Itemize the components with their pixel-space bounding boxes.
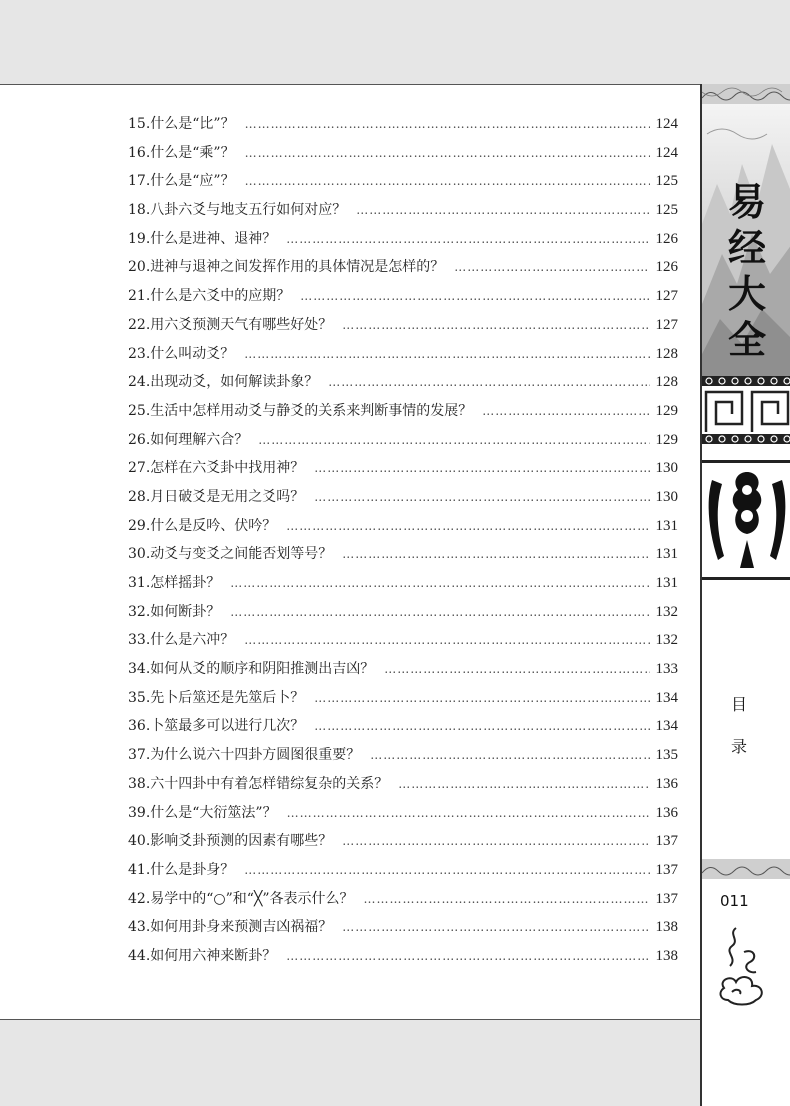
toc-entry-title: 35.先卜后筮还是先筮后卜？ bbox=[128, 689, 305, 706]
toc-entry-title: 32.如何断卦？ bbox=[128, 603, 221, 620]
toc-entry-page: 126 bbox=[655, 230, 678, 247]
toc-entry[interactable] bbox=[128, 199, 678, 228]
section-label bbox=[724, 684, 754, 768]
dot-leader bbox=[300, 289, 649, 303]
toc-entry[interactable] bbox=[128, 142, 678, 171]
toc-entry-title: 40.影响爻卦预测的因素有哪些？ bbox=[128, 833, 333, 850]
toc-entry-title: 19.什么是进神、退神？ bbox=[128, 230, 277, 247]
toc-entry-title: 23.什么叫动爻？ bbox=[128, 345, 235, 362]
book-title-char: 全 bbox=[727, 317, 766, 362]
dot-leader bbox=[287, 806, 650, 820]
dot-leader bbox=[245, 146, 650, 160]
dot-leader bbox=[245, 117, 650, 131]
toc-entry-title: 27.怎样在六爻卦中找用神？ bbox=[128, 460, 305, 477]
dot-leader bbox=[230, 605, 649, 619]
toc-entry-title: 44.如何用六神来断卦？ bbox=[128, 947, 277, 964]
toc-entry-title: 31.怎样摇卦？ bbox=[128, 575, 221, 591]
mountain-landscape-illustration bbox=[702, 104, 790, 376]
toc-entry-page: 137 bbox=[655, 890, 678, 907]
toc-entry-page: 124 bbox=[655, 144, 678, 161]
dot-leader bbox=[342, 920, 649, 934]
bronze-ornament-motif bbox=[702, 460, 790, 580]
dot-leader bbox=[482, 404, 649, 418]
toc-entry[interactable] bbox=[128, 457, 678, 486]
section-label-char: 录 bbox=[730, 737, 747, 756]
section-label-char: 目 bbox=[730, 695, 747, 714]
toc-entry-title: 28.月日破爻是无用之爻吗？ bbox=[128, 488, 305, 505]
bottom-margin bbox=[0, 1020, 700, 1106]
toc-entry-title: 34.如何从爻的顺序和阴阳推测出吉凶？ bbox=[128, 661, 375, 678]
toc-entry-title: 26.如何理解六合？ bbox=[128, 431, 249, 448]
toc-entry-title: 22.用六爻预测天气有哪些好处？ bbox=[128, 316, 333, 333]
toc-entry[interactable] bbox=[128, 113, 678, 142]
toc-entry-page: 136 bbox=[655, 804, 678, 821]
dot-leader bbox=[286, 519, 649, 533]
dot-leader bbox=[364, 892, 650, 906]
toc-entry[interactable] bbox=[128, 773, 678, 802]
dot-leader bbox=[314, 719, 649, 733]
toc-entry[interactable] bbox=[128, 601, 678, 630]
toc-entry-title: 37.为什么说六十四卦方圆图很重要？ bbox=[128, 747, 361, 764]
dot-leader bbox=[230, 576, 649, 590]
side-decoration-column bbox=[700, 84, 790, 1106]
toc-entry[interactable] bbox=[128, 715, 678, 744]
dot-leader bbox=[356, 203, 649, 217]
toc-entry-page: 138 bbox=[655, 919, 678, 936]
toc-entry-page: 134 bbox=[655, 718, 678, 735]
toc-entry-page: 137 bbox=[655, 861, 678, 878]
toc-entry-title: 20.进神与退神之间发挥作用的具体情况是怎样的？ bbox=[128, 259, 445, 276]
toc-entry[interactable] bbox=[128, 687, 678, 716]
dot-leader bbox=[370, 748, 649, 762]
book-title-char: 易 bbox=[727, 179, 766, 224]
toc-entry-title: 25.生活中怎样用动爻与静爻的关系来判断事情的发展？ bbox=[128, 402, 473, 419]
dot-leader bbox=[328, 375, 649, 389]
dot-leader bbox=[286, 949, 649, 963]
toc-entry-page: 131 bbox=[655, 517, 678, 534]
toc-entry-page: 135 bbox=[655, 747, 678, 764]
toc-entry[interactable] bbox=[128, 515, 678, 544]
book-title bbox=[722, 179, 772, 363]
auspicious-cloud-icon bbox=[714, 922, 774, 1012]
dot-leader bbox=[398, 777, 649, 791]
toc-entry-page: 131 bbox=[655, 546, 678, 563]
toc-entry[interactable] bbox=[128, 543, 678, 572]
toc-entry-title: 43.如何用卦身来预测吉凶祸福？ bbox=[128, 919, 333, 936]
dot-leader bbox=[244, 347, 649, 361]
toc-entry[interactable] bbox=[128, 343, 678, 372]
toc-entry-page: 124 bbox=[655, 116, 678, 132]
dot-leader bbox=[286, 232, 649, 246]
toc-entry[interactable] bbox=[128, 744, 678, 773]
toc-entry[interactable] bbox=[128, 285, 678, 314]
dot-leader bbox=[258, 433, 649, 447]
toc-entry[interactable] bbox=[128, 888, 678, 917]
top-margin bbox=[0, 0, 790, 84]
toc-entry-page: 136 bbox=[655, 775, 678, 792]
toc-entry-page: 137 bbox=[655, 833, 678, 850]
toc-entry-page: 138 bbox=[655, 947, 678, 964]
toc-entry-page: 127 bbox=[655, 288, 678, 305]
toc-entry[interactable] bbox=[128, 802, 678, 831]
toc-entry[interactable] bbox=[128, 228, 678, 257]
dot-leader bbox=[314, 691, 649, 705]
toc-entry-page: 128 bbox=[655, 374, 678, 391]
meander-fret-pattern bbox=[702, 376, 790, 444]
toc-entry[interactable] bbox=[128, 830, 678, 859]
toc-entry[interactable] bbox=[128, 256, 678, 285]
toc-entry-page: 125 bbox=[655, 202, 678, 219]
toc-entry[interactable] bbox=[128, 859, 678, 888]
toc-entry[interactable] bbox=[128, 170, 678, 199]
toc-entry-title: 41.什么是卦身？ bbox=[128, 861, 235, 878]
dot-leader bbox=[245, 174, 650, 188]
toc-entry-page: 126 bbox=[655, 259, 678, 276]
toc-entry-page: 132 bbox=[655, 632, 678, 649]
toc-entry-title: 33.什么是六冲？ bbox=[128, 632, 235, 649]
toc-entry[interactable] bbox=[128, 314, 678, 343]
dot-leader bbox=[314, 490, 649, 504]
dot-leader bbox=[342, 547, 649, 561]
toc-entry-page: 127 bbox=[655, 316, 678, 333]
dot-leader bbox=[454, 260, 649, 274]
toc-entry-title: 18.八卦六爻与地支五行如何对应？ bbox=[128, 202, 347, 219]
page-number: 011 bbox=[720, 892, 749, 910]
toc-entry-title: 42.易学中的“○”和“╳”各表示什么？ bbox=[128, 890, 354, 907]
toc-entry[interactable] bbox=[128, 486, 678, 515]
toc-entry-title: 16.什么是“乘”？ bbox=[128, 144, 235, 161]
toc-entry[interactable] bbox=[128, 572, 678, 601]
dot-leader bbox=[244, 633, 649, 647]
dot-leader bbox=[314, 461, 649, 475]
toc-entry-page: 132 bbox=[655, 603, 678, 620]
book-title-char: 经 bbox=[727, 225, 766, 270]
toc-entry-page: 129 bbox=[655, 431, 678, 448]
toc-entry-title: 36.卜筮最多可以进行几次？ bbox=[128, 718, 305, 735]
toc-entry-title: 15.什么是“比”？ bbox=[128, 116, 235, 132]
toc-entry-page: 133 bbox=[655, 661, 678, 678]
toc-entry-title: 39.什么是“大衍筮法”？ bbox=[128, 804, 277, 821]
toc-entry-page: 130 bbox=[655, 460, 678, 477]
table-of-contents bbox=[128, 113, 678, 974]
toc-entry[interactable] bbox=[128, 400, 678, 429]
toc-entry[interactable] bbox=[128, 916, 678, 945]
book-title-char: 大 bbox=[727, 271, 766, 316]
toc-entry[interactable] bbox=[128, 371, 678, 400]
toc-entry-title: 21.什么是六爻中的应期？ bbox=[128, 288, 291, 305]
toc-entry-title: 29.什么是反吟、伏吟？ bbox=[128, 517, 277, 534]
cloud-pattern-top bbox=[702, 84, 790, 104]
dot-leader bbox=[342, 834, 649, 848]
toc-entry-title: 17.什么是“应”？ bbox=[128, 173, 235, 190]
dot-leader bbox=[342, 318, 649, 332]
toc-entry-title: 30.动爻与变爻之间能否划等号？ bbox=[128, 546, 333, 563]
toc-entry[interactable] bbox=[128, 429, 678, 458]
toc-entry-title: 38.六十四卦中有着怎样错综复杂的关系？ bbox=[128, 775, 389, 792]
dot-leader bbox=[384, 662, 649, 676]
dot-leader bbox=[244, 863, 649, 877]
toc-entry[interactable] bbox=[128, 945, 678, 974]
toc-entry-page: 128 bbox=[655, 345, 678, 362]
cloud-pattern-bottom bbox=[702, 859, 790, 879]
toc-entry[interactable] bbox=[128, 629, 678, 658]
toc-entry-page: 129 bbox=[655, 402, 678, 419]
toc-entry-page: 130 bbox=[655, 488, 678, 505]
toc-entry-page: 125 bbox=[655, 173, 678, 190]
toc-entry-title: 24.出现动爻，如何解读卦象？ bbox=[128, 374, 319, 391]
toc-entry[interactable] bbox=[128, 658, 678, 687]
toc-entry-page: 134 bbox=[655, 689, 678, 706]
toc-entry-page: 131 bbox=[655, 575, 678, 591]
